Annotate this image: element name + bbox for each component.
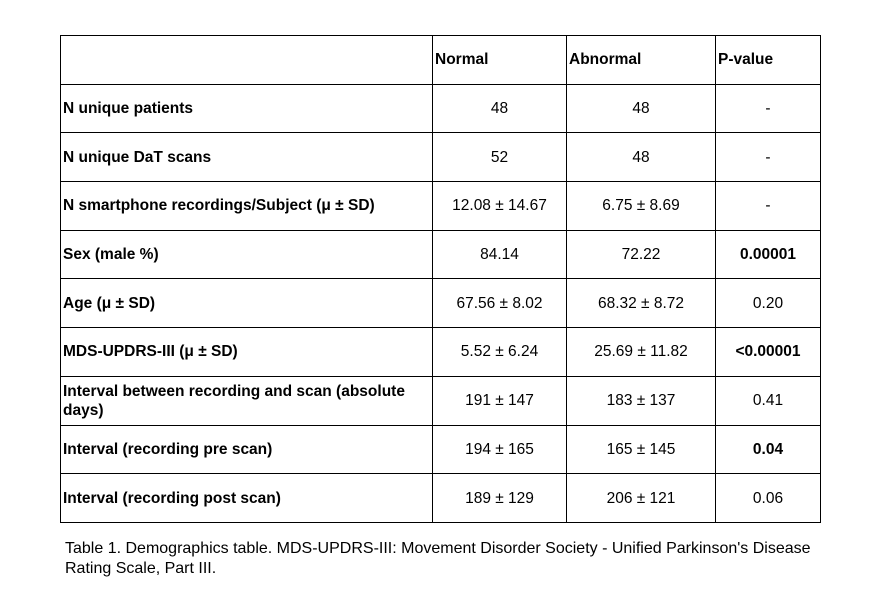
row-label: N unique DaT scans [61,133,433,182]
row-label: Interval (recording post scan) [61,474,433,523]
table-row [61,376,821,425]
header-empty-cell [61,36,433,85]
pvalue-value: <0.00001 [716,328,821,377]
abnormal-value: 165 ± 145 [567,425,716,474]
row-label: Interval (recording pre scan) [61,425,433,474]
row-label: N unique patients [61,84,433,133]
row-label: N smartphone recordings/Subject (μ ± SD) [61,182,433,231]
row-label: Interval between recording and scan (absolute days) [61,376,433,425]
abnormal-value: 6.75 ± 8.69 [567,182,716,231]
pvalue-value: 0.20 [716,279,821,328]
header-pvalue: P-value [716,36,821,85]
abnormal-value: 25.69 ± 11.82 [567,328,716,377]
pvalue-value: 0.04 [716,425,821,474]
row-label: Age (μ ± SD) [61,279,433,328]
row-label: Sex (male %) [61,230,433,279]
table-caption: Table 1. Demographics table. MDS-UPDRS-III: Movement Disorder Society - Unified Parkinson's Disease Rating Scale, Part III. [65,540,811,577]
demographics-table [60,35,821,523]
table-header-row [61,36,821,85]
normal-value: 191 ± 147 [433,376,567,425]
normal-value: 5.52 ± 6.24 [433,328,567,377]
pvalue-value: - [716,182,821,231]
abnormal-value: 206 ± 121 [567,474,716,523]
table-row [61,230,821,279]
normal-value: 52 [433,133,567,182]
pvalue-value: - [716,133,821,182]
table-row [61,328,821,377]
normal-value: 12.08 ± 14.67 [433,182,567,231]
normal-value: 189 ± 129 [433,474,567,523]
table-row [61,182,821,231]
table-body [61,84,821,522]
header-abnormal: Abnormal [567,36,716,85]
table-row [61,84,821,133]
normal-value: 67.56 ± 8.02 [433,279,567,328]
abnormal-value: 48 [567,84,716,133]
normal-value: 48 [433,84,567,133]
abnormal-value: 68.32 ± 8.72 [567,279,716,328]
row-label: MDS-UPDRS-III (μ ± SD) [61,328,433,377]
pvalue-value: - [716,84,821,133]
table-row [61,133,821,182]
table-row [61,279,821,328]
table-row [61,425,821,474]
abnormal-value: 183 ± 137 [567,376,716,425]
pvalue-value: 0.41 [716,376,821,425]
abnormal-value: 72.22 [567,230,716,279]
pvalue-value: 0.06 [716,474,821,523]
pvalue-value: 0.00001 [716,230,821,279]
normal-value: 84.14 [433,230,567,279]
header-normal: Normal [433,36,567,85]
normal-value: 194 ± 165 [433,425,567,474]
table-row [61,474,821,523]
abnormal-value: 48 [567,133,716,182]
